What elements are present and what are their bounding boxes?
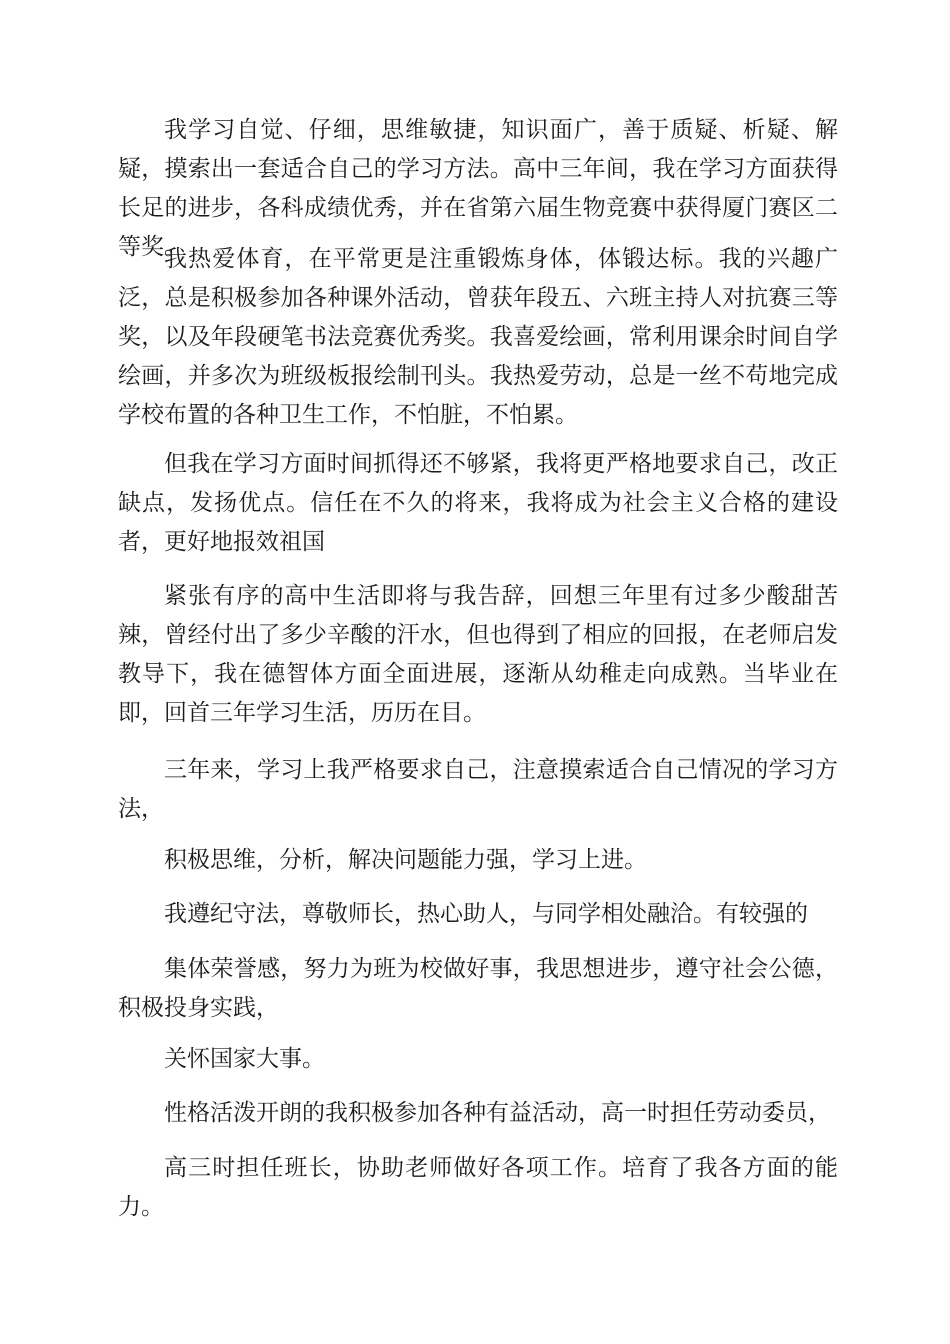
paragraph-study-habits: 我学习自觉、仔细，思维敏捷，知识面广，善于质疑、析疑、解疑，摸索出一套适合自己的学习方法。高中三年间，我在学习方面获得长足的进步，各科成绩优秀，并在省第六届生物竞赛中获得厦门赛区二等奖。 [118,117,838,260]
paragraph-high-school-life: 紧张有序的高中生活即将与我告辞，回想三年里有过多少酸甜苦辣，曾经付出了多少辛酸的汗水，但也得到了相应的回报，在老师启发教导下，我在德智体方面全面进展，逐渐从幼稚走向成熟。当毕业在即，回首三年学习生活，历历在目。 [118,583,838,726]
paragraph-class-monitor: 高三时担任班长，协助老师做好各项工作。培育了我各方面的能力。 [118,1155,838,1220]
paragraph-collective-honor: 集体荣誉感，努力为班为校做好事，我思想进步，遵守社会公德，积极投身实践， [118,956,838,1021]
paragraph-national-affairs: 关怀国家大事。 [164,1046,325,1072]
paragraph-study-method: 三年来，学习上我严格要求自己，注意摸索适合自己情况的学习方法， [118,757,838,822]
paragraph-discipline: 我遵纪守法，尊敬师长，热心助人，与同学相处融洽。有较强的 [164,901,808,927]
paragraph-sports-hobbies: 我热爱体育，在平常更是注重锻炼身体，体锻达标。我的兴趣广泛，总是积极参加各种课外活动，曾获年段五、六班主持人对抗赛三等奖，以及年段硬笔书法竞赛优秀奖。我喜爱绘画，常利用课余时间自学绘画，并多次为班级板报绘制刊头。我热爱劳动，总是一丝不苟地完成学校布置的各种卫生工作，不怕脏，不怕累。 [118,246,838,428]
paragraph-improvement: 但我在学习方面时间抓得还不够紧，我将更严格地要求自己，改正缺点，发扬优点。信任在不久的将来，我将成为社会主义合格的建设者，更好地报效祖国 [118,451,838,555]
paragraph-active-thinking: 积极思维，分析，解决问题能力强，学习上进。 [164,847,647,873]
paragraph-activities: 性格活泼开朗的我积极参加各种有益活动，高一时担任劳动委员， [164,1100,831,1126]
